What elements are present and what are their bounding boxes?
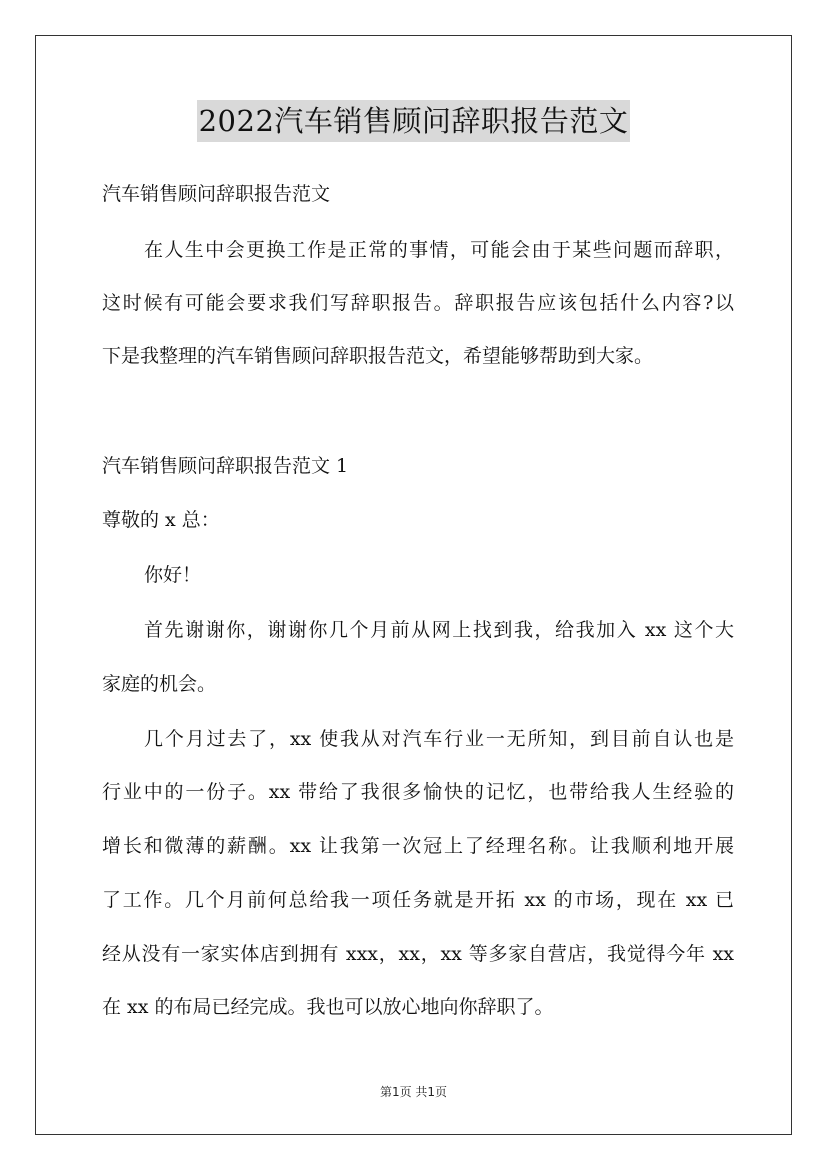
para2-line-1: 几个月过去了，xx 使我从对汽车行业一无所知，到目前自认也是 xyxy=(144,728,734,750)
intro-line-2: 这时候有可能会要求我们写辞职报告。辞职报告应该包括什么内容?以 xyxy=(102,292,734,314)
document-title: 2022汽车销售顾问辞职报告范文 xyxy=(197,100,631,142)
title-container xyxy=(0,100,827,142)
intro-line-3: 下是我整理的汽车销售顾问辞职报告范文，希望能够帮助到大家。 xyxy=(102,345,654,367)
para2-line-5: 经从没有一家实体店到拥有 xxx，xx，xx 等多家自营店，我觉得今年 xx xyxy=(102,943,734,965)
intro-line-1: 在人生中会更换工作是正常的事情，可能会由于某些问题而辞职， xyxy=(144,239,734,261)
greeting: 你好！ xyxy=(144,564,202,586)
para1-line-1: 首先谢谢你，谢谢你几个月前从网上找到我，给我加入 xx 这个大 xyxy=(144,619,734,641)
para2-line-2: 行业中的一份子。xx 带给了我很多愉快的记忆，也带给我人生经验的 xyxy=(102,781,734,803)
salutation: 尊敬的 x 总： xyxy=(102,509,220,531)
section-title: 汽车销售顾问辞职报告范文 1 xyxy=(102,455,349,477)
page-footer: 第1页 共1页 xyxy=(379,1085,448,1099)
para2-line-3: 增长和微薄的薪酬。xx 让我第一次冠上了经理名称。让我顺利地开展 xyxy=(102,835,734,857)
para2-line-6: 在 xx 的布局已经完成。我也可以放心地向你辞职了。 xyxy=(102,996,554,1018)
para1-line-2: 家庭的机会。 xyxy=(102,673,217,695)
para2-line-4: 了工作。几个月前何总给我一项任务就是开拓 xx 的市场，现在 xx 已 xyxy=(102,889,734,911)
document-subtitle: 汽车销售顾问辞职报告范文 xyxy=(102,183,331,205)
